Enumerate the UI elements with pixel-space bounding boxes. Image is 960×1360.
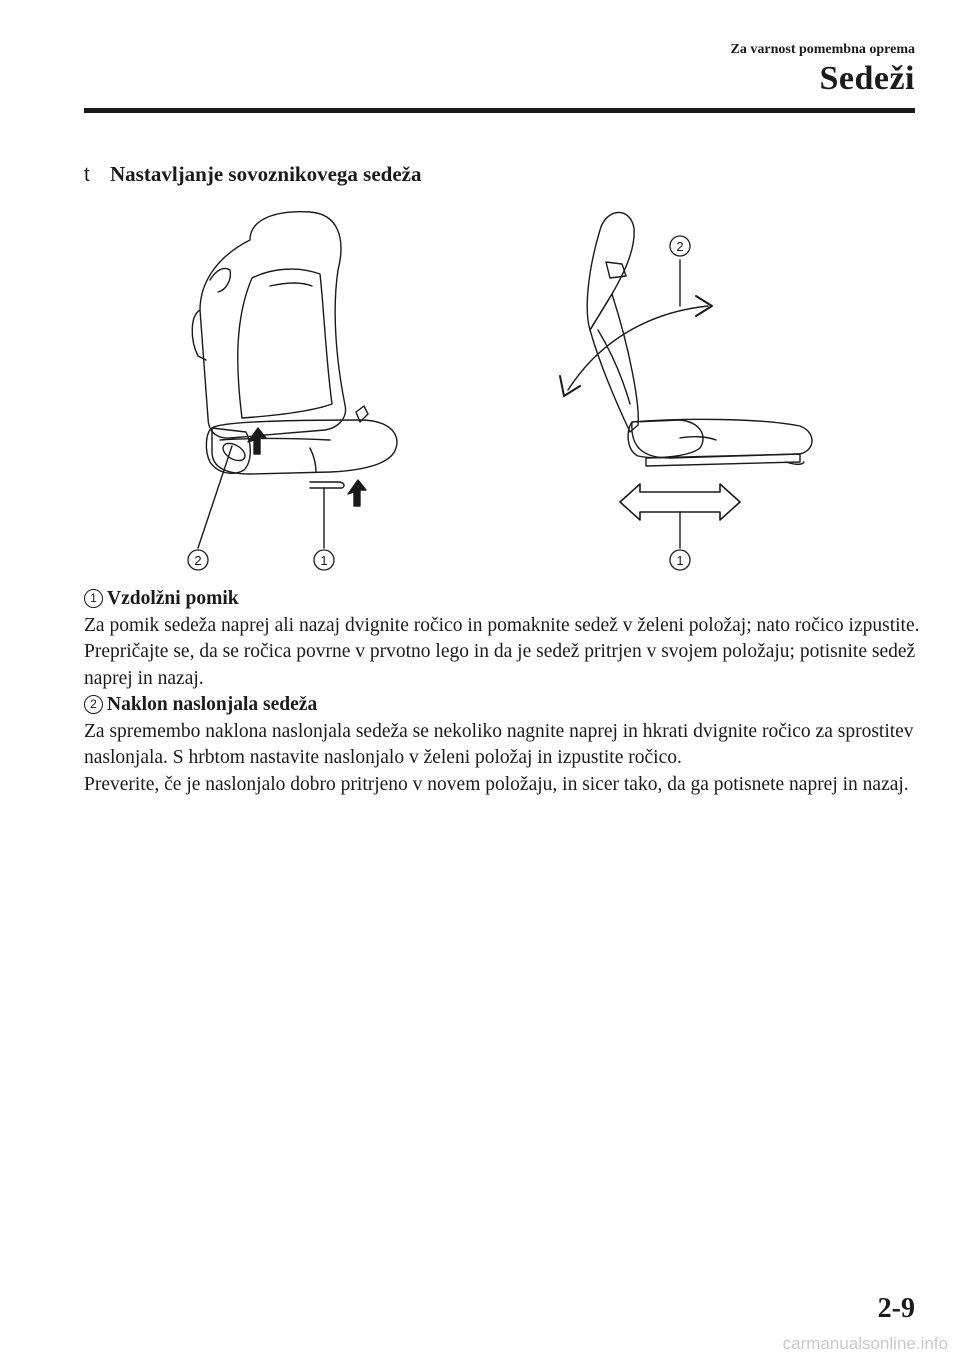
item-2-paragraph-2: Preverite, če je naslonjalo dobro pritrjeno v novem položaju, in sicer tako, da ga potisnete naprej in nazaj. bbox=[84, 773, 909, 795]
callout-1-side: 1 bbox=[676, 553, 684, 568]
page-title: Sedeži bbox=[819, 60, 915, 97]
callout-2-side: 2 bbox=[676, 239, 684, 254]
section-bullet: t bbox=[84, 164, 90, 186]
seat-side-view bbox=[560, 212, 812, 548]
watermark: carmanualsonline.info bbox=[782, 1334, 948, 1353]
chapter-title: Za varnost pomembna oprema bbox=[730, 42, 915, 57]
header-divider bbox=[84, 108, 915, 113]
item-1-number: 1 bbox=[84, 589, 103, 608]
item-1-heading bbox=[84, 586, 920, 613]
item-2-title: Naklon naslonjala sedeža bbox=[107, 694, 318, 715]
seat-adjustment-illustration bbox=[160, 200, 840, 580]
section-title: Nastavljanje sovoznikovega sedeža bbox=[110, 162, 422, 186]
item-1-paragraph-1: Za pomik sedeža naprej ali nazaj dvignite ročico in pomaknite sedež v želeni položaj; nato ročico izpustite. bbox=[84, 614, 920, 636]
item-1-paragraph-2: Prepričajte se, da se ročica povrne v prvotno lego in da je sedež pritrjen v svojem položaju; potisnite sedež naprej in nazaj. bbox=[84, 641, 916, 689]
section-heading bbox=[84, 162, 421, 187]
item-2-paragraph-1: Za spremembo naklona naslonjala sedeža se nekoliko nagnite naprej in hkrati dvignite ročico za sprostitev naslonjala. S hrbtom nastavite naslonjalo v želeni položaj in izpustite ročico. bbox=[84, 720, 914, 768]
item-2-number: 2 bbox=[84, 695, 103, 714]
item-2-heading bbox=[84, 692, 920, 719]
item-1-title: Vzdolžni pomik bbox=[107, 588, 239, 609]
seat-front-view bbox=[192, 212, 397, 548]
instructions bbox=[84, 586, 920, 798]
callout-1-front: 1 bbox=[320, 553, 328, 568]
page-number: 2-9 bbox=[877, 1293, 915, 1324]
callout-2-front: 2 bbox=[194, 553, 202, 568]
